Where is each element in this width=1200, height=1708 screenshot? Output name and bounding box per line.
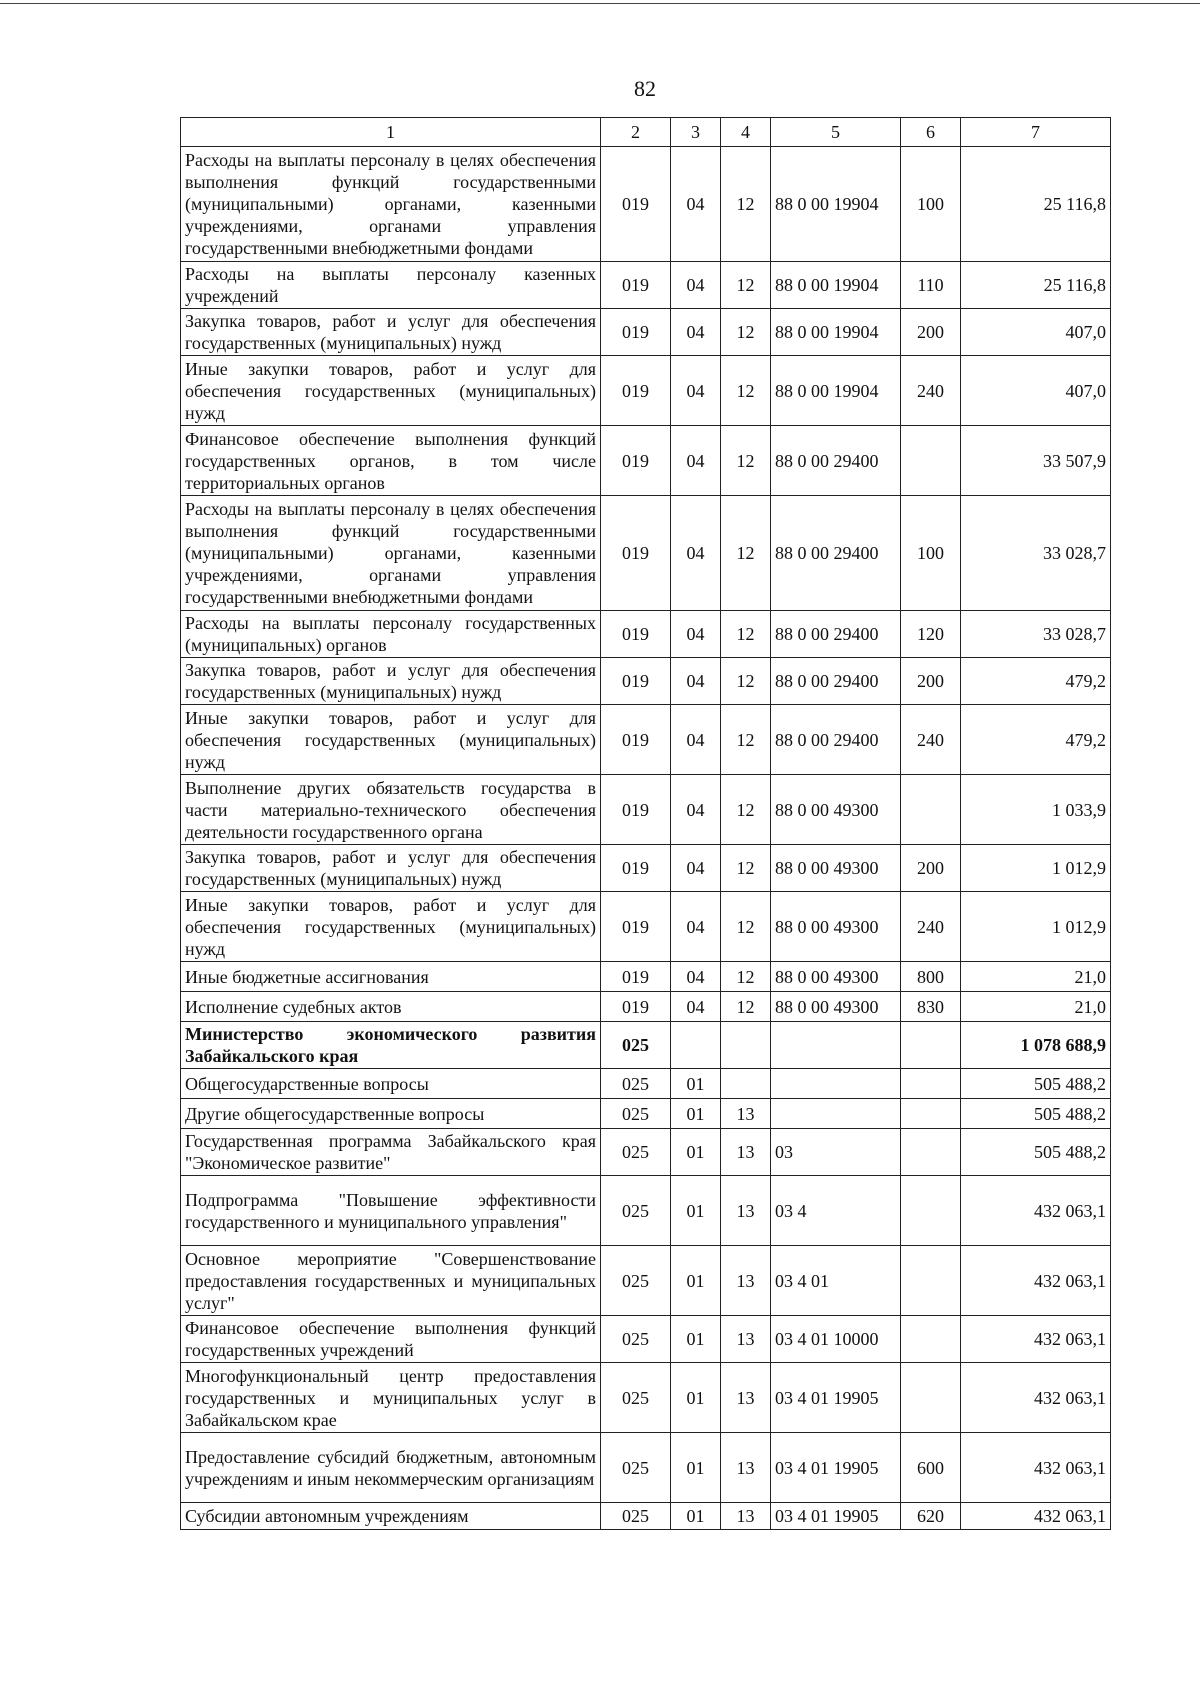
table-row (181, 1503, 1111, 1530)
column-header: 7 (961, 118, 1111, 147)
section-code-cell (671, 1022, 721, 1069)
section-code-cell: 04 (671, 705, 721, 775)
amount-cell: 505 488,2 (961, 1099, 1111, 1129)
subsection-code-cell: 12 (721, 356, 771, 426)
table-row (181, 845, 1111, 892)
table-header-row (181, 118, 1111, 147)
expense-type-cell (901, 1099, 961, 1129)
section-code-cell: 01 (671, 1503, 721, 1530)
subsection-code-cell: 12 (721, 892, 771, 962)
expense-type-cell: 110 (901, 262, 961, 309)
table-row (181, 1246, 1111, 1316)
table-row (181, 992, 1111, 1022)
expense-type-cell: 200 (901, 658, 961, 705)
ministry-code-cell: 019 (601, 962, 671, 992)
subsection-code-cell: 12 (721, 775, 771, 845)
amount-cell: 432 063,1 (961, 1246, 1111, 1316)
row-name-cell: Расходы на выплаты персоналу в целях обеспечения выполнения функций государственными (муниципальными) органами, казенными учреждениями, органами управления государственными внебюджетными фондами (181, 496, 601, 611)
subsection-code-cell (721, 1069, 771, 1099)
table-row (181, 309, 1111, 356)
section-code-cell: 04 (671, 658, 721, 705)
table-row (181, 356, 1111, 426)
ministry-code-cell: 025 (601, 1316, 671, 1363)
table-row (181, 496, 1111, 611)
row-name-cell: Предоставление субсидий бюджетным, автономным учреждениям и иным некоммерческим организациям (181, 1433, 601, 1503)
table-row (181, 147, 1111, 262)
ministry-code-cell: 019 (601, 992, 671, 1022)
row-name-cell: Многофункциональный центр предоставления государственных и муниципальных услуг в Забайкальском крае (181, 1363, 601, 1433)
table-row (181, 1069, 1111, 1099)
budget-table (180, 117, 1111, 1530)
target-article-cell: 88 0 00 29400 (771, 611, 901, 658)
amount-cell: 33 507,9 (961, 426, 1111, 496)
section-code-cell: 04 (671, 496, 721, 611)
target-article-cell: 88 0 00 49300 (771, 775, 901, 845)
table-row (181, 1129, 1111, 1176)
section-code-cell: 04 (671, 356, 721, 426)
row-name-cell: Расходы на выплаты персоналу государственных (муниципальных) органов (181, 611, 601, 658)
table-row (181, 1316, 1111, 1363)
row-name-cell: Закупка товаров, работ и услуг для обеспечения государственных (муниципальных) нужд (181, 309, 601, 356)
amount-cell: 33 028,7 (961, 611, 1111, 658)
section-code-cell: 04 (671, 892, 721, 962)
column-header: 2 (601, 118, 671, 147)
amount-cell: 432 063,1 (961, 1363, 1111, 1433)
expense-type-cell: 240 (901, 892, 961, 962)
target-article-cell: 88 0 00 29400 (771, 705, 901, 775)
expense-type-cell: 100 (901, 496, 961, 611)
target-article-cell: 88 0 00 19904 (771, 147, 901, 262)
target-article-cell: 03 4 01 19905 (771, 1433, 901, 1503)
table-row (181, 1176, 1111, 1246)
expense-type-cell (901, 1363, 961, 1433)
amount-cell: 505 488,2 (961, 1129, 1111, 1176)
amount-cell: 479,2 (961, 705, 1111, 775)
ministry-code-cell: 019 (601, 845, 671, 892)
column-header: 4 (721, 118, 771, 147)
amount-cell: 432 063,1 (961, 1316, 1111, 1363)
column-header: 1 (181, 118, 601, 147)
ministry-code-cell: 019 (601, 147, 671, 262)
expense-type-cell: 240 (901, 705, 961, 775)
ministry-code-cell: 019 (601, 705, 671, 775)
target-article-cell: 88 0 00 29400 (771, 426, 901, 496)
section-code-cell: 01 (671, 1433, 721, 1503)
row-name-cell: Другие общегосударственные вопросы (181, 1099, 601, 1129)
section-code-cell: 04 (671, 992, 721, 1022)
subsection-code-cell: 12 (721, 426, 771, 496)
target-article-cell: 03 (771, 1129, 901, 1176)
table-row (181, 705, 1111, 775)
target-article-cell: 88 0 00 49300 (771, 992, 901, 1022)
row-name-cell: Государственная программа Забайкальского края "Экономическое развитие" (181, 1129, 601, 1176)
table-row (181, 775, 1111, 845)
expense-type-cell: 120 (901, 611, 961, 658)
ministry-code-cell: 019 (601, 496, 671, 611)
section-code-cell: 01 (671, 1316, 721, 1363)
section-code-cell: 04 (671, 262, 721, 309)
section-code-cell: 04 (671, 611, 721, 658)
subsection-code-cell: 13 (721, 1099, 771, 1129)
amount-cell: 432 063,1 (961, 1176, 1111, 1246)
ministry-code-cell: 025 (601, 1129, 671, 1176)
amount-cell: 25 116,8 (961, 262, 1111, 309)
table-row (181, 1022, 1111, 1069)
expense-type-cell (901, 1022, 961, 1069)
subsection-code-cell: 13 (721, 1316, 771, 1363)
amount-cell: 1 012,9 (961, 892, 1111, 962)
ministry-code-cell: 025 (601, 1433, 671, 1503)
section-code-cell: 01 (671, 1176, 721, 1246)
row-name-cell: Исполнение судебных актов (181, 992, 601, 1022)
row-name-cell: Выполнение других обязательств государства в части материально-технического обеспечения деятельности государственного органа (181, 775, 601, 845)
subsection-code-cell: 12 (721, 992, 771, 1022)
ministry-code-cell: 019 (601, 892, 671, 962)
ministry-code-cell: 025 (601, 1246, 671, 1316)
ministry-code-cell: 019 (601, 611, 671, 658)
column-header: 6 (901, 118, 961, 147)
table-row (181, 262, 1111, 309)
row-name-cell: Основное мероприятие "Совершенствование предоставления государственных и муниципальных услуг" (181, 1246, 601, 1316)
table-row (181, 658, 1111, 705)
row-name-cell: Иные закупки товаров, работ и услуг для обеспечения государственных (муниципальных) нужд (181, 705, 601, 775)
subsection-code-cell: 12 (721, 962, 771, 992)
row-name-cell: Иные закупки товаров, работ и услуг для обеспечения государственных (муниципальных) нужд (181, 356, 601, 426)
ministry-code-cell: 025 (601, 1363, 671, 1433)
target-article-cell (771, 1022, 901, 1069)
expense-type-cell: 600 (901, 1433, 961, 1503)
amount-cell: 21,0 (961, 962, 1111, 992)
table-row (181, 962, 1111, 992)
amount-cell: 479,2 (961, 658, 1111, 705)
page-number: 82 (634, 76, 656, 101)
subsection-code-cell: 12 (721, 147, 771, 262)
section-code-cell: 04 (671, 845, 721, 892)
ministry-code-cell: 025 (601, 1176, 671, 1246)
subsection-code-cell: 13 (721, 1129, 771, 1176)
ministry-code-cell: 019 (601, 658, 671, 705)
subsection-code-cell: 12 (721, 496, 771, 611)
table-body (181, 147, 1111, 1530)
expense-type-cell: 100 (901, 147, 961, 262)
column-header: 5 (771, 118, 901, 147)
target-article-cell (771, 1099, 901, 1129)
amount-cell: 432 063,1 (961, 1503, 1111, 1530)
amount-cell: 1 033,9 (961, 775, 1111, 845)
ministry-code-cell: 019 (601, 356, 671, 426)
subsection-code-cell: 13 (721, 1246, 771, 1316)
target-article-cell (771, 1069, 901, 1099)
amount-cell: 1 012,9 (961, 845, 1111, 892)
amount-cell: 33 028,7 (961, 496, 1111, 611)
ministry-code-cell: 025 (601, 1022, 671, 1069)
subsection-code-cell: 12 (721, 262, 771, 309)
section-code-cell: 01 (671, 1363, 721, 1433)
subsection-code-cell: 12 (721, 309, 771, 356)
ministry-code-cell: 025 (601, 1099, 671, 1129)
table-row (181, 1363, 1111, 1433)
target-article-cell: 88 0 00 49300 (771, 892, 901, 962)
expense-type-cell (901, 775, 961, 845)
target-article-cell: 03 4 01 19905 (771, 1363, 901, 1433)
amount-cell: 21,0 (961, 992, 1111, 1022)
target-article-cell: 88 0 00 19904 (771, 356, 901, 426)
column-header: 3 (671, 118, 721, 147)
table-row (181, 1099, 1111, 1129)
expense-type-cell (901, 1069, 961, 1099)
row-name-cell: Расходы на выплаты персоналу в целях обеспечения выполнения функций государственными (муниципальными) органами, казенными учреждениями, органами управления государственными внебюджетными фондами (181, 147, 601, 262)
row-name-cell: Общегосударственные вопросы (181, 1069, 601, 1099)
section-code-cell: 01 (671, 1246, 721, 1316)
target-article-cell: 88 0 00 19904 (771, 309, 901, 356)
subsection-code-cell: 13 (721, 1503, 771, 1530)
expense-type-cell: 800 (901, 962, 961, 992)
subsection-code-cell: 12 (721, 705, 771, 775)
amount-cell: 25 116,8 (961, 147, 1111, 262)
expense-type-cell (901, 1176, 961, 1246)
expense-type-cell (901, 1246, 961, 1316)
row-name-cell: Финансовое обеспечение выполнения функций государственных органов, в том числе территориальных органов (181, 426, 601, 496)
row-name-cell: Подпрограмма "Повышение эффективности государственного и муниципального управления" (181, 1176, 601, 1246)
section-code-cell: 01 (671, 1129, 721, 1176)
expense-type-cell: 200 (901, 309, 961, 356)
amount-cell: 1 078 688,9 (961, 1022, 1111, 1069)
expense-type-cell: 830 (901, 992, 961, 1022)
row-name-cell: Закупка товаров, работ и услуг для обеспечения государственных (муниципальных) нужд (181, 658, 601, 705)
row-name-cell: Министерство экономического развития Забайкальского края (181, 1022, 601, 1069)
row-name-cell: Закупка товаров, работ и услуг для обеспечения государственных (муниципальных) нужд (181, 845, 601, 892)
target-article-cell: 88 0 00 29400 (771, 496, 901, 611)
ministry-code-cell: 025 (601, 1069, 671, 1099)
section-code-cell: 04 (671, 775, 721, 845)
subsection-code-cell: 13 (721, 1363, 771, 1433)
ministry-code-cell: 019 (601, 775, 671, 845)
table-row (181, 611, 1111, 658)
amount-cell: 432 063,1 (961, 1433, 1111, 1503)
section-code-cell: 04 (671, 426, 721, 496)
subsection-code-cell: 13 (721, 1433, 771, 1503)
subsection-code-cell: 12 (721, 611, 771, 658)
subsection-code-cell: 13 (721, 1176, 771, 1246)
target-article-cell: 03 4 01 10000 (771, 1316, 901, 1363)
subsection-code-cell: 12 (721, 845, 771, 892)
expense-type-cell: 240 (901, 356, 961, 426)
subsection-code-cell (721, 1022, 771, 1069)
target-article-cell: 88 0 00 29400 (771, 658, 901, 705)
target-article-cell: 88 0 00 49300 (771, 962, 901, 992)
section-code-cell: 01 (671, 1069, 721, 1099)
expense-type-cell: 200 (901, 845, 961, 892)
amount-cell: 407,0 (961, 356, 1111, 426)
amount-cell: 505 488,2 (961, 1069, 1111, 1099)
target-article-cell: 88 0 00 49300 (771, 845, 901, 892)
ministry-code-cell: 025 (601, 1503, 671, 1530)
table-row (181, 1433, 1111, 1503)
subsection-code-cell: 12 (721, 658, 771, 705)
amount-cell: 407,0 (961, 309, 1111, 356)
target-article-cell: 03 4 (771, 1176, 901, 1246)
section-code-cell: 04 (671, 309, 721, 356)
expense-type-cell (901, 1316, 961, 1363)
target-article-cell: 03 4 01 19905 (771, 1503, 901, 1530)
expense-type-cell (901, 426, 961, 496)
table-row (181, 426, 1111, 496)
section-code-cell: 04 (671, 147, 721, 262)
table-row (181, 892, 1111, 962)
target-article-cell: 88 0 00 19904 (771, 262, 901, 309)
row-name-cell: Иные бюджетные ассигнования (181, 962, 601, 992)
row-name-cell: Иные закупки товаров, работ и услуг для обеспечения государственных (муниципальных) нужд (181, 892, 601, 962)
expense-type-cell (901, 1129, 961, 1176)
row-name-cell: Субсидии автономным учреждениям (181, 1503, 601, 1530)
row-name-cell: Финансовое обеспечение выполнения функций государственных учреждений (181, 1316, 601, 1363)
row-name-cell: Расходы на выплаты персоналу казенных учреждений (181, 262, 601, 309)
target-article-cell: 03 4 01 (771, 1246, 901, 1316)
section-code-cell: 04 (671, 962, 721, 992)
ministry-code-cell: 019 (601, 262, 671, 309)
scan-top-edge (0, 3, 1200, 4)
ministry-code-cell: 019 (601, 309, 671, 356)
expense-type-cell: 620 (901, 1503, 961, 1530)
ministry-code-cell: 019 (601, 426, 671, 496)
section-code-cell: 01 (671, 1099, 721, 1129)
